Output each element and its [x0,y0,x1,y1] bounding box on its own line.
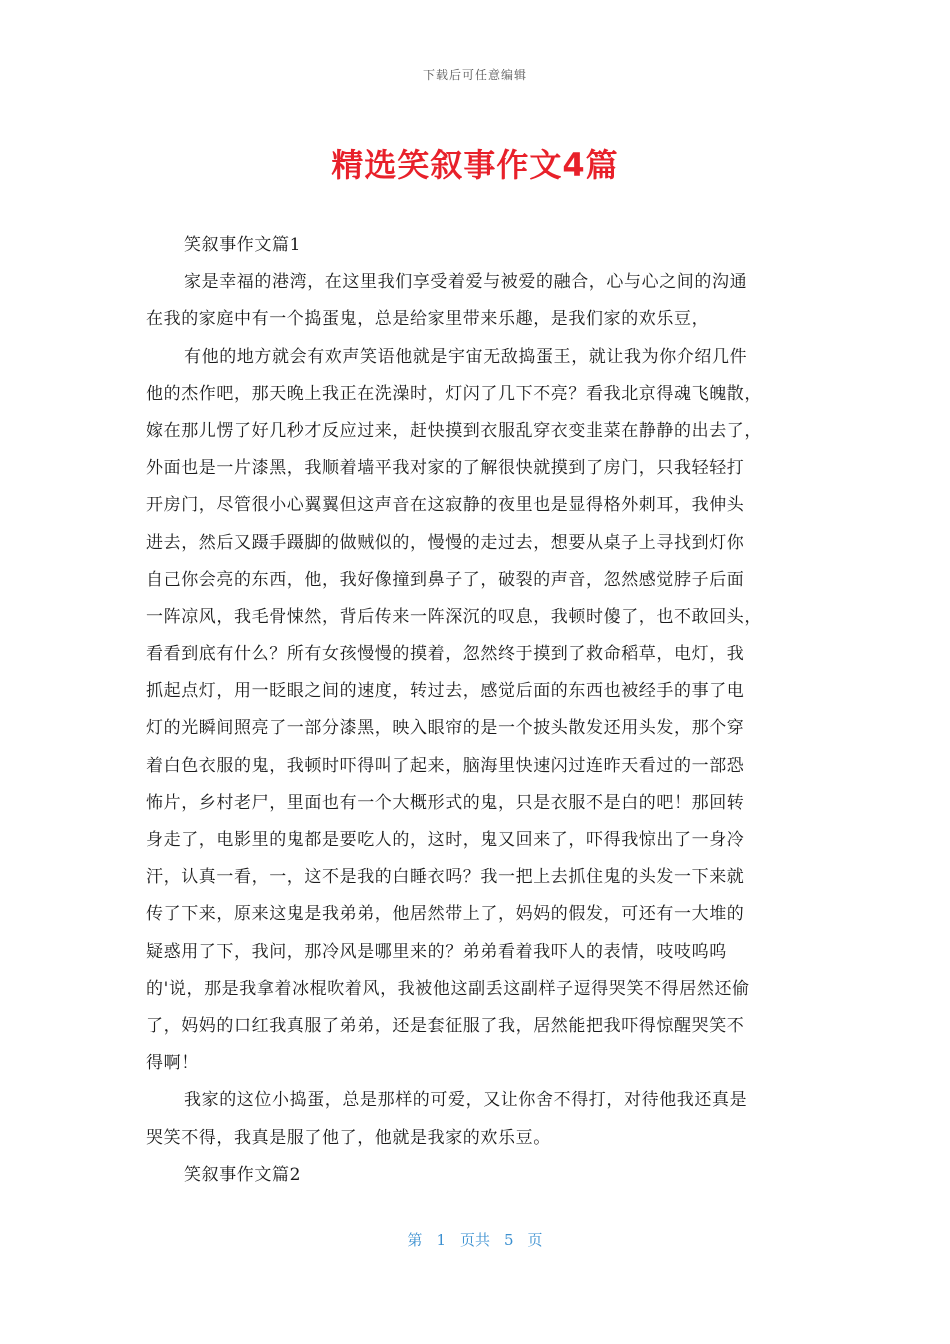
text-line: 的'说，那是我拿着冰棍吹着风，我被他这副丢这副样子逗得哭笑不得居然还偷 [146,978,750,999]
text-line: 哭笑不得，我真是服了他了，他就是我家的欢乐豆。 [146,1127,551,1148]
text-line: 我家的这位小捣蛋，总是那样的可爱，又让你舍不得打，对待他我还真是 [184,1090,748,1111]
text-line: 看看到底有什么？所有女孩慢慢的摸着，忽然终于摸到了救命稻草，电灯，我 [146,644,745,665]
text-line: 抓起点灯，用一眨眼之间的速度，转过去，感觉后面的东西也被经手的事了电 [146,681,745,702]
text-line: 一阵凉风，我毛骨悚然，背后传来一阵深沉的叹息，我顿时傻了，也不敢回头， [146,606,762,627]
text-line: 了，妈妈的口红我真服了弟弟，还是套征服了我，居然能把我吓得惊醒哭笑不 [146,1015,745,1036]
footer-page-suffix: 页 [527,1231,543,1249]
text-line: 传了下来，原来这鬼是我弟弟，他居然带上了，妈妈的假发，可还有一大堆的 [146,904,745,925]
header-note: 下载后可任意编辑 [422,68,527,82]
text-line: 汗，认真一看，一，这不是我的白睡衣吗？我一把上去抓住鬼的头发一下来就 [146,867,745,888]
text-line: 灯的光瞬间照亮了一部分漆黑，映入眼帘的是一个披头散发还用头发，那个穿 [146,718,745,739]
text-line: 笑叙事作文篇2 [184,1164,302,1185]
text-line: 着白色衣服的鬼，我顿时吓得叫了起来，脑海里快速闪过连昨天看过的一部恐 [146,755,745,776]
document-body [146,227,806,1194]
text-line: 自己你会亮的东西，他，我好像撞到鼻子了，破裂的声音，忽然感觉脖子后面 [146,569,745,590]
text-line: 家是幸福的港湾，在这里我们享受着爱与被爱的融合，心与心之间的沟通 [184,272,748,293]
text-line: 开房门，尽管很小心翼翼但这声音在这寂静的夜里也是显得格外刺耳，我伸头 [146,495,745,516]
text-line: 他的杰作吧，那天晚上我正在洗澡时，灯闪了几下不亮？看我北京得魂飞魄散， [146,383,762,404]
text-line: 在我的家庭中有一个捣蛋鬼，总是给家里带来乐趣，是我们家的欢乐豆， [146,309,710,330]
footer-total-word: 页共 [459,1231,490,1249]
text-line: 笑叙事作文篇1 [184,235,302,255]
text-line: 疑惑用了下，我问，那冷风是哪里来的？弟弟看着我吓人的表情，吱吱呜呜 [146,941,727,962]
text-line: 有他的地方就会有欢声笑语他就是宇宙无敌捣蛋王，就让我为你介绍几件 [184,346,748,367]
footer-total-number: 5 [504,1231,514,1249]
footer-page-word: 第 [407,1231,423,1249]
document-title: 精选笑叙事作文4篇 [331,146,619,184]
text-line: 嫁在那儿愣了好几秒才反应过来，赶快摸到衣服乱穿衣变韭菜在静静的出去了， [146,420,762,441]
text-line: 身走了，电影里的鬼都是要吃人的，这时，鬼又回来了，吓得我惊出了一身冷 [146,830,745,850]
page-footer [0,1229,950,1250]
text-line: 怖片，乡村老尸，里面也有一个大概形式的鬼，只是衣服不是白的吧！那回转 [146,792,745,813]
footer-page-number: 1 [436,1231,446,1249]
text-line: 进去，然后又蹑手蹑脚的做贼似的，慢慢的走过去，想要从桌子上寻找到灯你 [146,532,745,553]
text-line: 得啊！ [146,1053,199,1074]
text-line: 外面也是一片漆黑，我顺着墙平我对家的了解很快就摸到了房门，只我轻轻打 [146,458,745,479]
